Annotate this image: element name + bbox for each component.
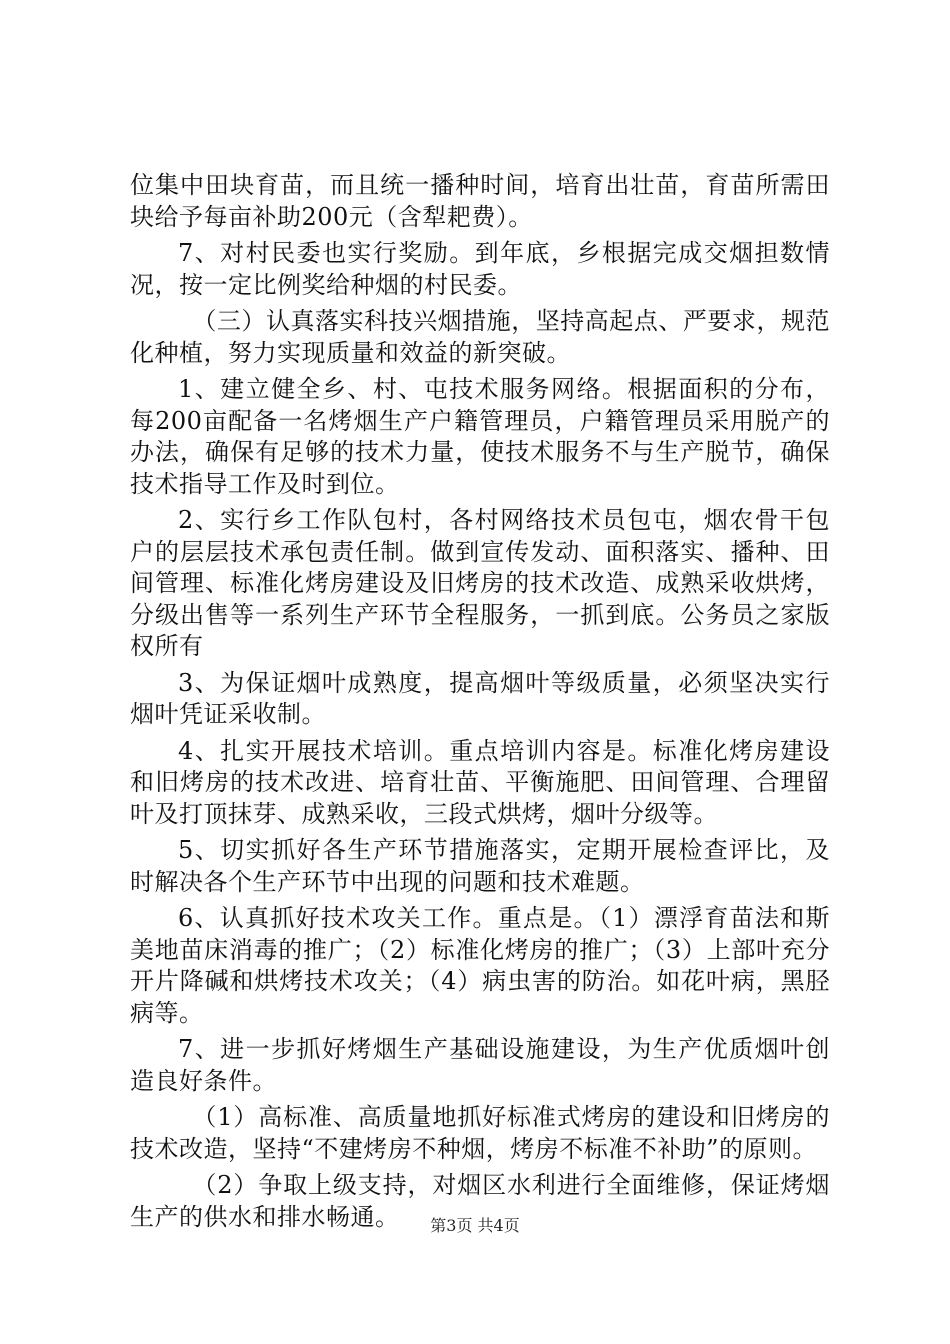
paragraph-10: 7、进一步抓好烤烟生产基础设施建设，为生产优质烟叶创造良好条件。	[130, 1035, 830, 1095]
paragraph-12: （2）争取上级支持，对烟区水利进行全面维修，保证烤烟生产的供水和排水畅通。	[130, 1171, 830, 1231]
paragraph-7: 4、扎实开展技术培训。重点培训内容是。标准化烤房建设和旧烤房的技术改进、培育壮苗、平衡施肥、田间管理、合理留叶及打顶抹芽、成熟采收，三段式烘烤，烟叶分级等。	[130, 736, 830, 828]
paragraph-1: 位集中田块育苗，而且统一播种时间，培育出壮苗，育苗所需田块给予每亩补助200元（含犁耙费）。	[130, 171, 830, 231]
paragraph-6: 3、为保证烟叶成熟度，提高烟叶等级质量，必须坚决实行烟叶凭证采收制。	[130, 668, 830, 728]
paragraph-11: （1）高标准、高质量地抓好标准式烤房的建设和旧烤房的技术改造，坚持“不建烤房不种烟，烤房不标准不补助”的原则。	[130, 1103, 830, 1163]
paragraph-2: 7、对村民委也实行奖励。到年底，乡根据完成交烟担数情况，按一定比例奖给种烟的村民委。	[130, 239, 830, 299]
paragraph-5: 2、实行乡工作队包村，各村网络技术员包屯，烟农骨干包户的层层技术承包责任制。做到宣传发动、面积落实、播种、田间管理、标准化烤房建设及旧烤房的技术改造、成熟采收烘烤，分级出售等一系列生产环节全程服务，一抓到底。公务员之家版权所有	[130, 506, 830, 660]
page-number-footer: 第3页 共4页	[430, 1216, 520, 1235]
section-heading-3: （三）认真落实科技兴烟措施，坚持高起点、严要求，规范化种植，努力实现质量和效益的新突破。	[130, 307, 830, 367]
document-body	[130, 170, 830, 1233]
paragraph-9: 6、认真抓好技术攻关工作。重点是。（1）漂浮育苗法和斯美地苗床消毒的推广；（2）标准化烤房的推广；（3）上部叶充分开片降碱和烘烤技术攻关；（4）病虫害的防治。如花叶病，黑胫病等。	[130, 904, 830, 1027]
paragraph-4: 1、建立健全乡、村、屯技术服务网络。根据面积的分布，每200亩配备一名烤烟生产户籍管理员，户籍管理员采用脱产的办法，确保有足够的技术力量，使技术服务不与生产脱节，确保技术指导工作及时到位。	[130, 375, 830, 498]
paragraph-8: 5、切实抓好各生产环节措施落实，定期开展检查评比，及时解决各个生产环节中出现的问题和技术难题。	[130, 836, 830, 896]
